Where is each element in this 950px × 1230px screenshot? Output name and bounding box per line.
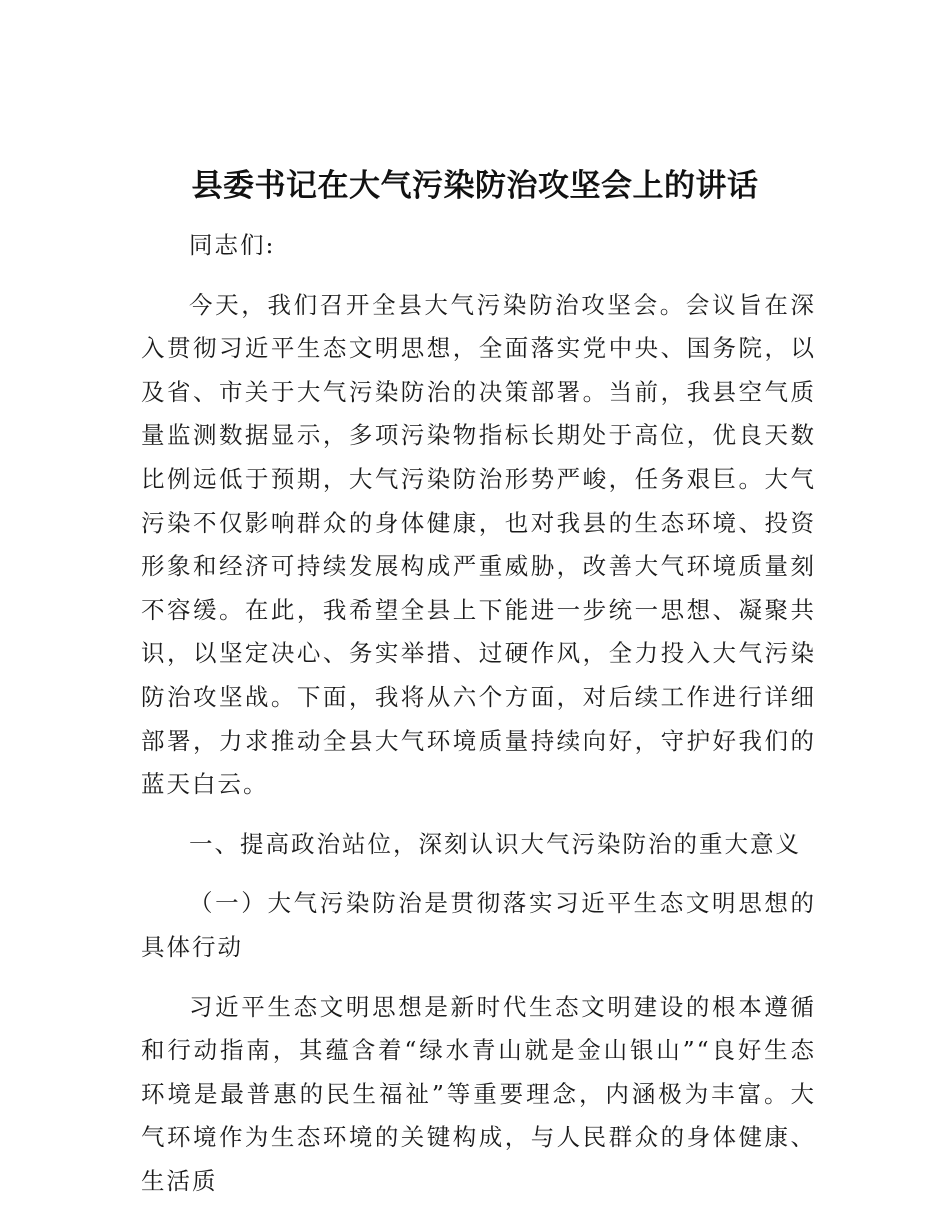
subsection-heading-1-1: （一）大气污染防治是贯彻落实习近平生态文明思想的具体行动 <box>141 889 816 961</box>
salutation: 同志们: <box>189 231 276 259</box>
section-heading-1: 一、提高政治站位，深刻认识大气污染防治的重大意义 <box>189 829 801 858</box>
paragraph-intro: 今天，我们召开全县大气污染防治攻坚会。会议旨在深入贯彻习近平生态文明思想，全面落实党中央、国务院，以及省、市关于大气污染防治的决策部署。当前，我县空气质量监测数据显示，多项污染物指标长期处于高位，优良天数比例远低于预期，大气污染防治形势严峻，任务艰巨。大气污染不仅影响群众的身体健康，也对我县的生态环境、投资形象和经济可持续发展构成严重威胁，改善大气环境质量刻不容缓。在此，我希望全县上下能进一步统一思想、凝聚共识，以坚定决心、务实举措、过硬作风，全力投入大气污染防治攻坚战。下面，我将从六个方面，对后续工作进行详细部署，力求推动全县大气环境质量持续向好，守护好我们的蓝天白云。 <box>141 290 816 799</box>
paragraph-body: 习近平生态文明思想是新时代生态文明建设的根本遵循和行动指南，其蕴含着“绿水青山就是金山银山”“良好生态环境是最普惠的民生福祉”等重要理念，内涵极为丰富。大气环境作为生态环境的关键构成，与人民群众的身体健康、生活质 <box>141 992 816 1195</box>
document-title: 县委书记在大气污染防治攻坚会上的讲话 <box>191 168 759 204</box>
document-body <box>141 224 816 1203</box>
